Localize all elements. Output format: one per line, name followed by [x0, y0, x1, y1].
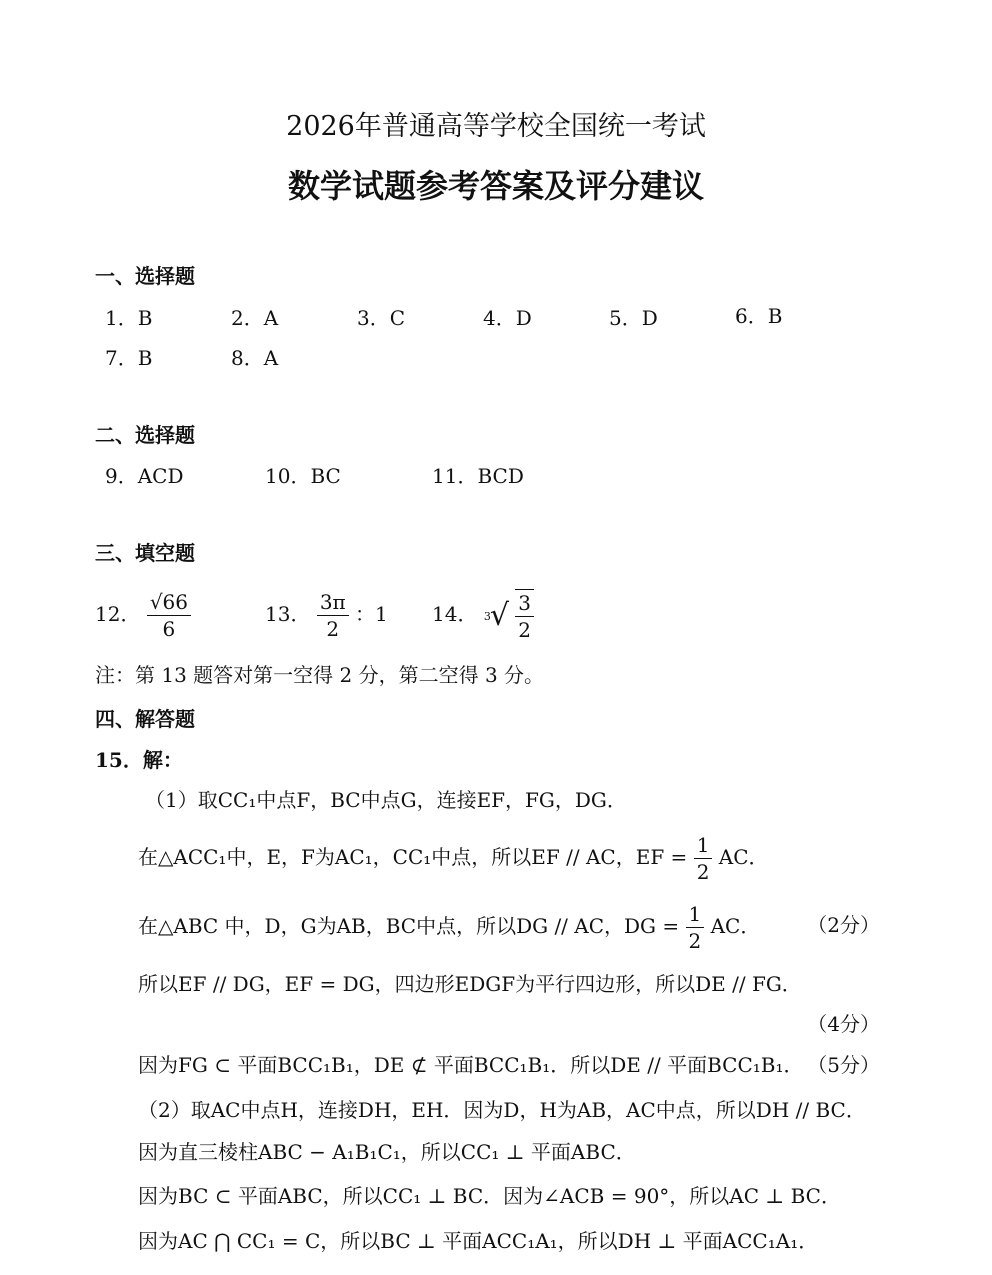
answer-5: 5．D [609, 306, 658, 330]
answer-13-ratio: ：1 [355, 602, 388, 626]
solution-line-5: 因为FG ⊂ 平面BCC₁B₁，DE ⊄ 平面BCC₁B₁．所以DE // 平面BCC₁B₁． [138, 1053, 804, 1077]
answer-13-label: 13． [265, 602, 311, 626]
solution-line-6: （2）取AC中点H，连接DH，EH．因为D，H为AB，AC中点，所以DH // BC． [138, 1098, 866, 1122]
document-title: 数学试题参考答案及评分建议 [287, 167, 704, 205]
solution-line-2-tail: AC． [718, 845, 769, 869]
answer-6: 6．B [735, 304, 783, 328]
exam-title: 2026年普通高等学校全国统一考试 [286, 111, 706, 142]
answer-12-label: 12． [95, 602, 141, 626]
solution-line-3-text: 在△ABC 中，D，G为AB，BC中点，所以DG // AC，DG = [138, 914, 680, 938]
solution-line-7: 因为直三棱柱ABC − A₁B₁C₁，所以CC₁ ⊥ 平面ABC． [138, 1140, 636, 1164]
answer-14-label: 14． [432, 602, 478, 626]
answer-12-numerator: √66 [147, 589, 191, 616]
solution-line-2 [138, 829, 769, 885]
section-heading-choice: 一、选择题 [95, 264, 195, 288]
answer-14 [432, 586, 534, 644]
section-heading-solutions: 四、解答题 [95, 707, 195, 731]
question-15-label: 15．解： [95, 748, 183, 772]
score-4: （4分） [807, 1012, 880, 1036]
answer-7: 7．B [105, 346, 153, 370]
answer-3: 3．C [357, 306, 406, 330]
answer-13-denominator: 2 [326, 617, 340, 641]
answer-9: 9．ACD [105, 464, 184, 488]
answer-1: 1．B [105, 306, 153, 330]
answer-14-denominator: 2 [518, 618, 532, 643]
section-heading-multi-choice: 二、选择题 [95, 423, 195, 447]
solution-line-4: 所以EF // DG，EF = DG，四边形EDGF为平行四边形，所以DE // FG． [138, 972, 802, 996]
answer-11: 11．BCD [432, 464, 524, 488]
answer-14-fraction [515, 589, 534, 643]
solution-line-3 [138, 898, 760, 954]
answer-8: 8．A [231, 346, 279, 370]
scoring-note: 注：第 13 题答对第一空得 2 分，第二空得 3 分。 [95, 663, 545, 687]
solution-line-8: 因为BC ⊂ 平面ABC，所以CC₁ ⊥ BC．因为∠ACB = 90°，所以AC ⊥ BC． [138, 1184, 841, 1208]
answer-14-numerator: 3 [515, 590, 534, 617]
solution-line-3-fraction [686, 901, 705, 954]
answer-10: 10．BC [265, 464, 341, 488]
solution-line-2-fraction [694, 832, 713, 885]
solution-line-2-text: 在△ACC₁中，E，F为AC₁，CC₁中点，所以EF // AC，EF = [138, 845, 688, 869]
score-5: （5分） [807, 1053, 880, 1077]
section-heading-fill-in: 三、填空题 [95, 541, 195, 565]
fraction-denominator: 2 [696, 860, 710, 884]
answer-13-fraction [317, 589, 349, 642]
solution-line-9: 因为AC ⋂ CC₁ = C，所以BC ⊥ 平面ACC₁A₁，所以DH ⊥ 平面ACC₁A₁． [138, 1229, 819, 1253]
answer-12-denominator: 6 [162, 617, 176, 641]
fraction-numerator: 1 [686, 901, 705, 928]
answer-2: 2．A [231, 306, 279, 330]
solution-line-1: （1）取CC₁中点F，BC中点G，连接EF，FG，DG． [145, 788, 627, 812]
radical-sign-icon: √ [489, 598, 509, 634]
fraction-denominator: 2 [688, 929, 702, 953]
answer-13 [265, 586, 388, 642]
answer-12 [95, 586, 191, 642]
score-2: （2分） [807, 913, 880, 937]
cube-root [484, 587, 534, 645]
answer-13-numerator: 3π [317, 589, 349, 616]
root-index: 3 [483, 609, 491, 623]
fraction-numerator: 1 [694, 832, 713, 859]
answer-4: 4．D [483, 306, 532, 330]
solution-line-3-tail: AC． [710, 914, 761, 938]
answer-12-fraction [147, 589, 191, 642]
